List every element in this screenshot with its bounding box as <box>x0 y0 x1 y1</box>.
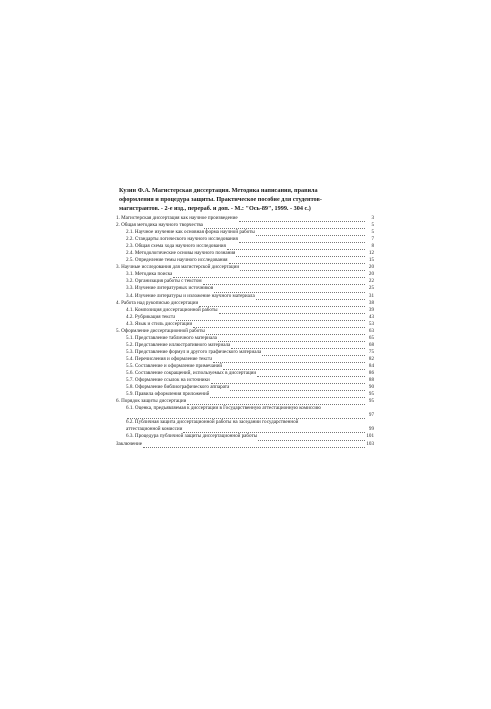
toc-entry-title: 5.4. Перечисления и оформление текста <box>126 355 213 362</box>
dot-leader <box>239 238 365 243</box>
toc-entry-page: 90 <box>368 384 374 391</box>
dot-leader <box>258 436 365 441</box>
dot-leader <box>229 259 365 264</box>
toc-entry[interactable] <box>116 384 374 391</box>
toc-entry[interactable] <box>116 370 374 377</box>
toc-entry[interactable] <box>116 441 374 448</box>
toc-entry-title: 5.2. Представление иллюстративного материала <box>126 341 231 348</box>
toc-entry-page: 5 <box>371 222 374 229</box>
document-header <box>119 186 371 213</box>
toc-entry[interactable] <box>116 391 374 398</box>
toc-entry-page: 20 <box>368 264 374 271</box>
dot-leader <box>206 330 365 335</box>
toc-entry[interactable] <box>116 356 374 363</box>
toc-entry[interactable] <box>116 264 374 271</box>
toc-entry-page: 75 <box>368 348 374 355</box>
toc-entry-page: 38 <box>368 299 374 306</box>
toc-entry-title: 2.2. Стандарты логического научного исследования <box>126 236 238 243</box>
toc-entry[interactable] <box>116 222 374 229</box>
header-line: оформления и процедура защиты. Практическое пособие для студентов- <box>119 196 322 203</box>
dot-leader <box>230 386 365 391</box>
toc-entry-title: 4. Работа над рукописью диссертации <box>116 299 199 306</box>
dot-leader <box>143 443 365 448</box>
dot-leader <box>193 323 365 328</box>
toc-entry-title: 6.2. Публичная защита диссертационной работы на заседании государственной <box>126 419 299 426</box>
toc-entry-page: 12 <box>368 250 374 257</box>
toc-entry[interactable] <box>116 278 374 285</box>
dot-leader <box>203 280 365 285</box>
toc-entry-page: 86 <box>368 370 374 377</box>
toc-entry-page: 82 <box>368 355 374 362</box>
toc-entry-page: 39 <box>368 306 374 313</box>
toc-entry-page: 65 <box>368 334 374 341</box>
toc-entry-page: 25 <box>368 285 374 292</box>
toc-entry-title: 3.4. Изучение литературы и изложение научного материала <box>126 292 255 299</box>
toc-entry-page: 3 <box>371 215 374 221</box>
toc-entry[interactable] <box>116 433 374 440</box>
toc-entry-title: аттестационной комиссии <box>126 426 183 433</box>
dot-leader <box>256 231 365 236</box>
toc-entry-page: 22 <box>368 278 374 285</box>
toc-entry-title: 5.6. Составление сокращений, используемых в диссертации <box>126 370 257 377</box>
toc-entry-title: 6. Порядок защиты диссертации <box>116 398 187 405</box>
toc-entry[interactable] <box>116 321 374 328</box>
toc-entry[interactable] <box>116 398 374 405</box>
toc-entry-title: 5.3. Представление формул и другого графического материала <box>126 348 262 355</box>
toc-entry-page: 68 <box>368 341 374 348</box>
dot-leader <box>176 316 365 321</box>
toc-entry-page: 7 <box>371 236 374 243</box>
toc-entry[interactable] <box>116 250 374 257</box>
toc-entry[interactable] <box>116 300 374 307</box>
toc-entry-title: 1. Магистерская диссертация как научное произведение <box>116 215 238 221</box>
toc-entry-page: 43 <box>368 313 374 320</box>
toc-entry-page: 95 <box>368 398 374 405</box>
toc-entry-title: 3.1. Методика поиска <box>126 271 173 278</box>
toc-entry-page: 103 <box>366 440 374 447</box>
toc-entry[interactable] <box>116 328 374 335</box>
toc-entry-title: 6.1. Оценка, предъявляемая к диссертации в Государственную аттестационную комиссию <box>126 405 321 412</box>
toc-entry-page: 5 <box>371 229 374 236</box>
toc-entry-title: 5.7. Оформление ссылок на источники <box>126 377 210 384</box>
toc-entry-page: 101 <box>366 433 374 440</box>
toc-entry[interactable] <box>116 215 374 222</box>
dot-leader <box>256 295 365 300</box>
toc-entry-title: 2. Общая методика научного творчества <box>116 222 203 229</box>
dot-leader <box>211 379 365 384</box>
toc-entry[interactable] <box>116 314 374 321</box>
toc-entry[interactable] <box>116 307 374 314</box>
toc-entry-title: 3. Научные исследования для магистерской диссертации <box>116 264 240 271</box>
toc-entry-page: 53 <box>368 320 374 327</box>
toc-entry[interactable] <box>116 243 374 250</box>
toc-entry[interactable] <box>116 405 374 419</box>
toc-entry-page: 20 <box>368 271 374 278</box>
toc-entry-title: 2.1. Научное изучение как основная форма научной работы <box>126 229 255 236</box>
toc-entry-title: 6.3. Процедура публичной защиты диссертационной работы <box>126 433 258 440</box>
toc-entry-title: 5.5. Составление и оформление примечаний <box>126 362 223 369</box>
toc-entry-title: 5.9. Правила оформления приложений <box>126 391 210 398</box>
toc-entry-page: 97 <box>368 412 374 419</box>
toc-entry-title: 4.3. Язык и стиль диссертации <box>126 320 193 327</box>
dot-leader <box>239 217 365 222</box>
toc-entry[interactable] <box>116 342 374 349</box>
toc-entry[interactable] <box>116 349 374 356</box>
toc-entry[interactable] <box>116 229 374 236</box>
dot-leader <box>213 358 365 363</box>
toc-entry[interactable] <box>116 285 374 292</box>
dot-leader <box>236 252 365 257</box>
toc-entry-page: 8 <box>371 243 374 250</box>
toc-entry[interactable] <box>116 293 374 300</box>
toc-entry-title: 2.4. Методологические основы научного познания <box>126 250 236 257</box>
toc-entry-title: 2.5. Определение темы научного исследования <box>126 257 228 264</box>
toc-entry-title: Заключение <box>116 440 142 447</box>
toc-entry-title: 4.2. Рубрикация текста <box>126 313 176 320</box>
dot-leader <box>210 393 365 398</box>
dot-leader <box>240 266 365 271</box>
toc-entry-title: 5. Оформление диссертационной работы <box>116 327 205 334</box>
toc-entry[interactable] <box>116 335 374 342</box>
dot-leader <box>173 273 365 278</box>
dot-leader <box>218 337 365 342</box>
toc-entry[interactable] <box>116 377 374 384</box>
toc-entry-page: 99 <box>368 426 374 433</box>
toc-entry[interactable] <box>116 236 374 243</box>
toc-entry-title: 5.8. Оформление библиографического аппарата <box>126 384 230 391</box>
toc-entry[interactable] <box>116 257 374 264</box>
dot-leader <box>227 245 365 250</box>
toc-entry[interactable] <box>116 363 374 370</box>
toc-entry-page: 15 <box>368 257 374 264</box>
toc-entry-title: 2.3. Общая схема хода научного исследования <box>126 243 226 250</box>
toc-entry-page: 63 <box>368 327 374 334</box>
toc-entry[interactable] <box>116 271 374 278</box>
dot-leader <box>219 309 365 314</box>
toc-entry-title: 3.2. Организация работы с текстом <box>126 278 202 285</box>
toc-entry-title: 5.1. Представление табличного материала <box>126 334 217 341</box>
toc-entry-page: 95 <box>368 391 374 398</box>
toc-entry-title: 3.3. Изучение литературных источников <box>126 285 214 292</box>
toc-entry[interactable] <box>116 419 374 433</box>
header-line: Кузин Ф.А. Магистерская диссертация. Методика написания, правила <box>119 187 318 194</box>
dot-leader <box>262 351 365 356</box>
table-of-contents <box>116 215 374 448</box>
header-line: магистрантов. - 2-е изд., перераб. и доп. - М.: "Ось-89", 1999. - 304 с.) <box>119 205 311 212</box>
toc-entry-page: 88 <box>368 377 374 384</box>
dot-leader <box>257 372 365 377</box>
toc-entry-page: 84 <box>368 362 374 369</box>
dot-leader <box>199 302 365 307</box>
toc-entry-title: 4.1. Композиция диссертационной работы <box>126 306 218 313</box>
toc-entry-page: 31 <box>368 292 374 299</box>
